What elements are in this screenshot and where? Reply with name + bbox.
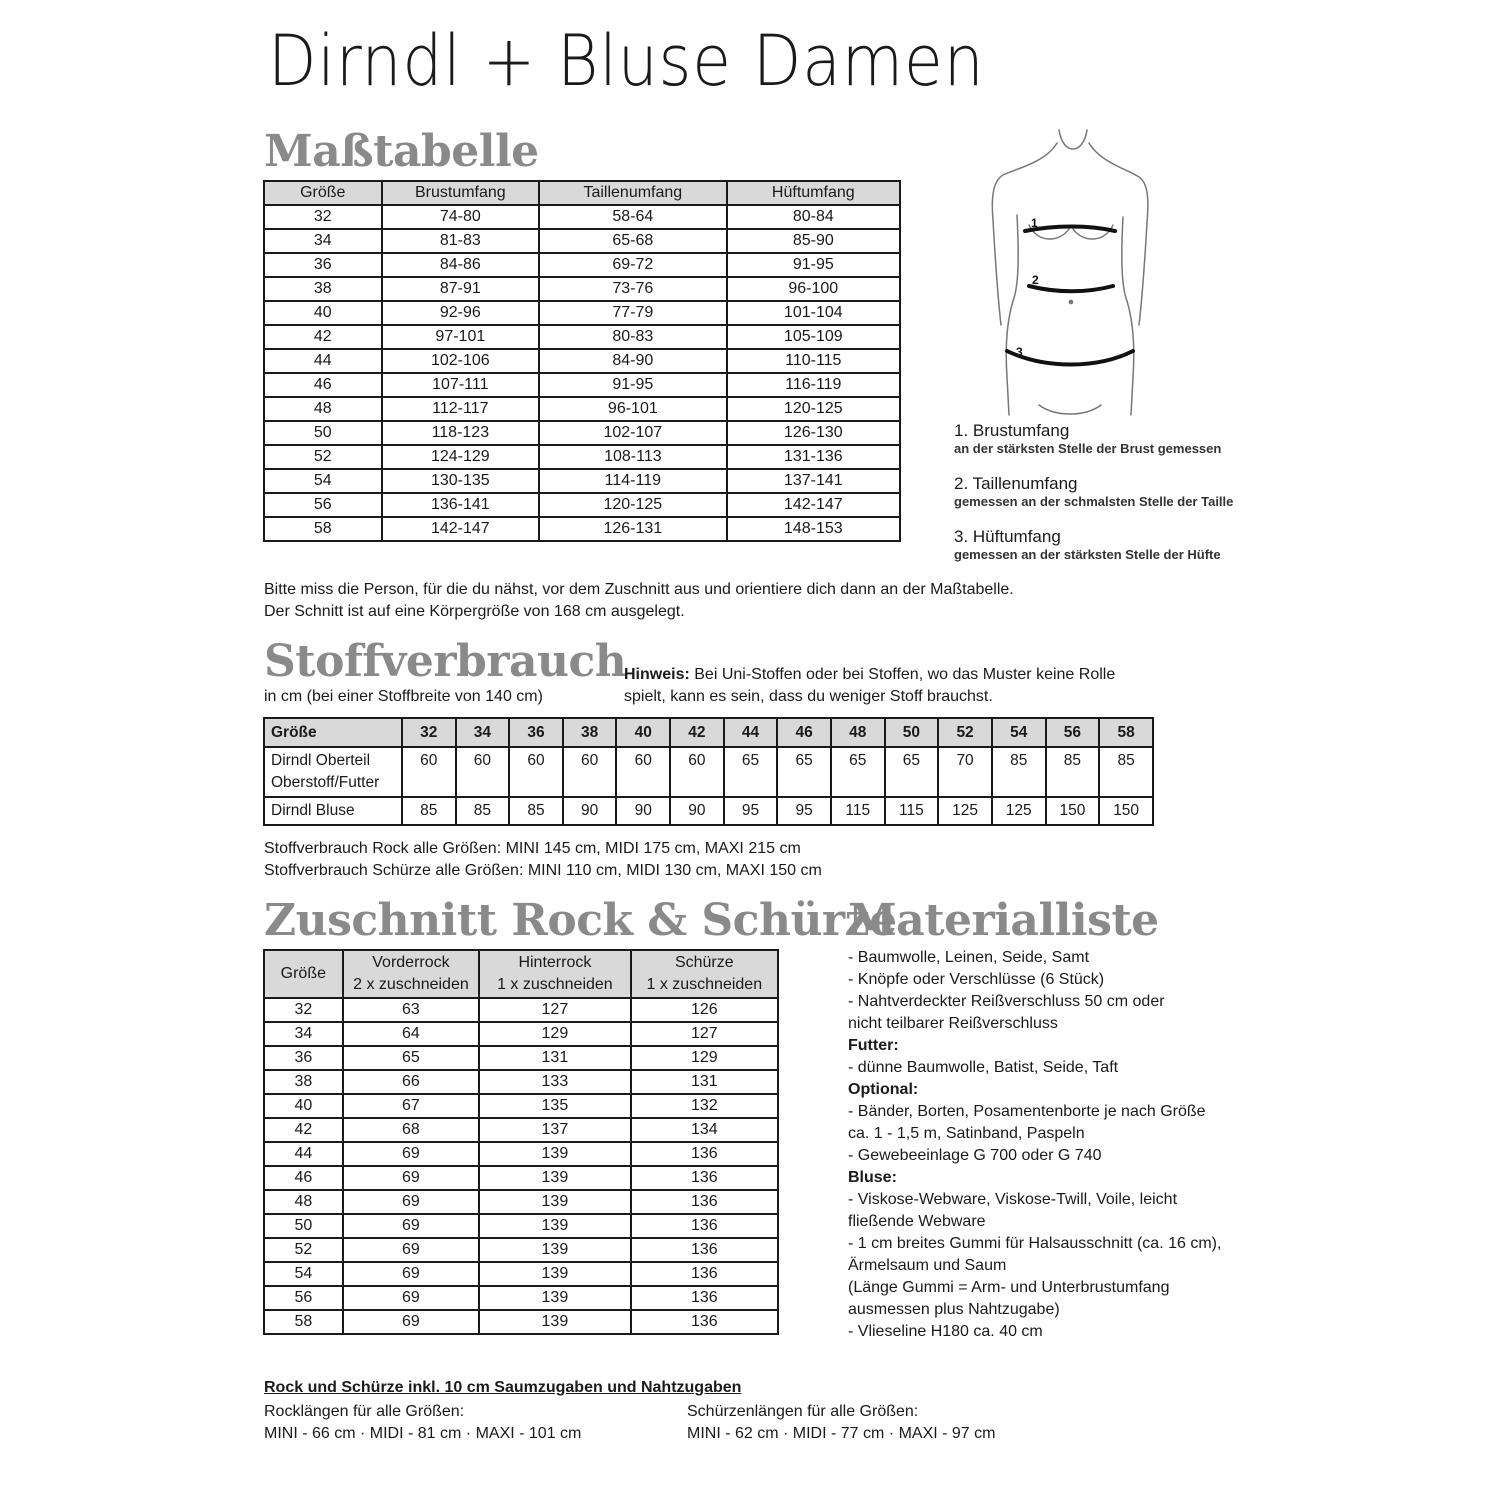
table-cell: 118-123	[382, 421, 540, 445]
table-row	[264, 1190, 778, 1214]
material-line: ausmessen plus Nahtzugabe)	[848, 1301, 1060, 1318]
legend-title: 2. Taillenumfang	[954, 474, 1078, 493]
table-row	[264, 421, 900, 445]
table-row	[264, 1070, 778, 1094]
table-cell: 102-106	[382, 349, 540, 373]
table-cell: 96-101	[539, 397, 726, 421]
table-cell: 115	[831, 797, 885, 825]
table-cell: 136	[631, 1142, 778, 1166]
header-cell: Taillenumfang	[539, 181, 726, 205]
table-row	[264, 1286, 778, 1310]
table-row	[264, 517, 900, 541]
table-cell: 69	[343, 1214, 480, 1238]
legend-title: 1. Brustumfang	[954, 421, 1070, 440]
legend-title: 3. Hüftumfang	[954, 527, 1061, 546]
rock-lengths-values: MINI - 66 cm · MIDI - 81 cm · MAXI - 101 cm	[264, 1425, 582, 1442]
table-cell: 50	[264, 1214, 343, 1238]
table-cell: 69	[343, 1286, 480, 1310]
table-cell: 38	[264, 1070, 343, 1094]
header-cell: 44	[724, 718, 778, 747]
table-row	[264, 1046, 778, 1070]
header-cell: 32	[402, 718, 456, 747]
material-line: nicht teilbarer Reißverschluss	[848, 1015, 1058, 1032]
table-cell: 85	[509, 797, 563, 825]
table-cell: 66	[343, 1070, 480, 1094]
table-cell: 125	[938, 797, 992, 825]
material-line: Futter:	[848, 1037, 899, 1054]
table-cell: 58	[264, 517, 382, 541]
table-row	[264, 229, 900, 253]
table-cell: 85	[402, 797, 456, 825]
header-cell: 34	[456, 718, 510, 747]
table-cell: 132	[631, 1094, 778, 1118]
table-cell: 60	[402, 747, 456, 797]
table-cell: 136	[631, 1166, 778, 1190]
table-cell: 52	[264, 1238, 343, 1262]
table-cell: 68	[343, 1118, 480, 1142]
table-cell: 60	[509, 747, 563, 797]
header-cell: 54	[992, 718, 1046, 747]
table-cell: 69	[343, 1238, 480, 1262]
table-cell: 69	[343, 1190, 480, 1214]
table-cell: 137-141	[727, 469, 900, 493]
table-cell: 85	[1046, 747, 1100, 797]
table-cell: 139	[479, 1214, 630, 1238]
header-cell: Größe	[264, 718, 402, 747]
masstabelle-heading: Maßtabelle	[264, 126, 539, 177]
table-cell: 69-72	[539, 253, 726, 277]
material-line: (Länge Gummi = Arm- und Unterbrustumfang	[848, 1279, 1170, 1296]
table-cell: 102-107	[539, 421, 726, 445]
table-cell: 139	[479, 1238, 630, 1262]
table-row	[264, 998, 778, 1022]
legend-item	[954, 473, 1233, 510]
table-cell: 91-95	[727, 253, 900, 277]
table-cell: 97-101	[382, 325, 540, 349]
material-line: Bluse:	[848, 1169, 897, 1186]
header-cell: 46	[777, 718, 831, 747]
material-line: ca. 1 - 1,5 m, Satinband, Paspeln	[848, 1125, 1085, 1142]
table-cell: 65-68	[539, 229, 726, 253]
table-cell: 150	[1099, 797, 1153, 825]
table-cell: 60	[670, 747, 724, 797]
table-cell: 126	[631, 998, 778, 1022]
table-cell: 34	[264, 1022, 343, 1046]
header-cell	[264, 950, 343, 998]
table-cell: 34	[264, 229, 382, 253]
table-cell: 133	[479, 1070, 630, 1094]
header-line-2: 1 x zuschneiden	[497, 976, 613, 993]
rock-lengths-title: Rocklängen für alle Größen:	[264, 1403, 465, 1420]
table-cell: 126-131	[539, 517, 726, 541]
table-row	[264, 205, 900, 229]
table-cell: 126-130	[727, 421, 900, 445]
stoffverbrauch-schuerze-line: Stoffverbrauch Schürze alle Größen: MINI 110 cm, MIDI 130 cm, MAXI 150 cm	[264, 862, 822, 879]
table-cell: 84-86	[382, 253, 540, 277]
table-cell: 125	[992, 797, 1046, 825]
header-line-1: Größe	[280, 965, 326, 982]
row-label-line-1: Dirndl Oberteil	[271, 752, 371, 769]
header-cell: Brustumfang	[382, 181, 540, 205]
figure-marker-3: 3	[1016, 345, 1023, 359]
table-cell: 136	[631, 1286, 778, 1310]
masstabelle-table	[263, 180, 901, 542]
table-cell: 36	[264, 253, 382, 277]
table-cell: 129	[479, 1022, 630, 1046]
stoffverbrauch-heading: Stoffverbrauch	[264, 636, 627, 687]
header-line-1: Vorderrock	[372, 954, 450, 971]
stoffverbrauch-table	[263, 717, 1154, 826]
table-cell: 58	[264, 1310, 343, 1334]
table-cell: 81-83	[382, 229, 540, 253]
table-cell: 136	[631, 1262, 778, 1286]
table-cell: 65	[343, 1046, 480, 1070]
table-cell: 80-83	[539, 325, 726, 349]
legend-item	[954, 420, 1233, 457]
hint-line-2: spielt, kann es sein, dass du weniger Stoff brauchst.	[624, 688, 993, 705]
schuerze-lengths-title: Schürzenlängen für alle Größen:	[687, 1403, 919, 1420]
hint-text: Bei Uni-Stoffen oder bei Stoffen, wo das Muster keine Rolle	[689, 666, 1116, 683]
table-cell: 134	[631, 1118, 778, 1142]
table-cell: 80-84	[727, 205, 900, 229]
table-cell: 90	[563, 797, 617, 825]
table-cell: 136	[631, 1310, 778, 1334]
table-cell: 46	[264, 1166, 343, 1190]
figure-marker-1: 1	[1031, 216, 1038, 230]
table-cell: 120-125	[727, 397, 900, 421]
header-cell: 56	[1046, 718, 1100, 747]
table-cell: 69	[343, 1142, 480, 1166]
table-cell: 44	[264, 349, 382, 373]
table-row	[264, 1118, 778, 1142]
hint-label: Hinweis:	[624, 666, 690, 683]
table-cell: 50	[264, 421, 382, 445]
table-cell: 108-113	[539, 445, 726, 469]
row-label-cell	[264, 747, 402, 797]
header-line-2: 2 x zuschneiden	[353, 976, 469, 993]
row-label-line-1: Dirndl Bluse	[271, 802, 355, 819]
table-cell: 42	[264, 1118, 343, 1142]
table-cell: 120-125	[539, 493, 726, 517]
header-cell: 42	[670, 718, 724, 747]
table-cell: 56	[264, 493, 382, 517]
table-cell: 127	[479, 998, 630, 1022]
table-cell: 69	[343, 1166, 480, 1190]
table-cell: 85	[456, 797, 510, 825]
zuschnitt-heading: Zuschnitt Rock & Schürze	[264, 895, 897, 946]
table-cell: 131	[479, 1046, 630, 1070]
table-cell: 142-147	[382, 517, 540, 541]
header-line-1: Schürze	[674, 954, 734, 971]
table-cell: 96-100	[727, 277, 900, 301]
table-cell: 127	[631, 1022, 778, 1046]
header-cell: 38	[563, 718, 617, 747]
header-cell	[631, 950, 778, 998]
table-cell: 139	[479, 1286, 630, 1310]
table-cell: 112-117	[382, 397, 540, 421]
material-line: Ärmelsaum und Saum	[848, 1257, 1007, 1274]
table-row	[264, 349, 900, 373]
header-cell	[343, 950, 480, 998]
table-row	[264, 445, 900, 469]
table-row	[264, 253, 900, 277]
material-line: - Gewebeeinlage G 700 oder G 740	[848, 1147, 1102, 1164]
table-cell: 136	[631, 1238, 778, 1262]
table-cell: 139	[479, 1190, 630, 1214]
header-cell: 50	[885, 718, 939, 747]
masstabelle-note-1: Bitte miss die Person, für die du nähst, vor dem Zuschnitt aus und orientiere dich dann an der Maßtabelle.	[264, 581, 1014, 598]
table-cell: 150	[1046, 797, 1100, 825]
stoffverbrauch-rock-line: Stoffverbrauch Rock alle Größen: MINI 145 cm, MIDI 175 cm, MAXI 215 cm	[264, 840, 801, 857]
table-cell: 44	[264, 1142, 343, 1166]
table-header-row	[264, 181, 900, 205]
table-cell: 48	[264, 1190, 343, 1214]
measure-legend	[954, 420, 1233, 563]
table-cell: 124-129	[382, 445, 540, 469]
table-cell: 77-79	[539, 301, 726, 325]
table-row	[264, 325, 900, 349]
table-row	[264, 493, 900, 517]
table-cell: 65	[885, 747, 939, 797]
table-cell: 136	[631, 1190, 778, 1214]
table-cell: 46	[264, 373, 382, 397]
header-cell: 52	[938, 718, 992, 747]
table-row	[264, 1310, 778, 1334]
row-label-cell	[264, 797, 402, 825]
zuschnitt-note: Rock und Schürze inkl. 10 cm Saumzugaben und Nahtzugaben	[264, 1379, 742, 1396]
table-cell: 107-111	[382, 373, 540, 397]
figure-marker-2: 2	[1032, 273, 1039, 287]
table-cell: 65	[831, 747, 885, 797]
table-cell: 95	[724, 797, 778, 825]
table-cell: 60	[456, 747, 510, 797]
header-cell: 58	[1099, 718, 1153, 747]
table-cell: 40	[264, 301, 382, 325]
table-cell: 65	[724, 747, 778, 797]
row-label-line-2: Oberstoff/Futter	[271, 774, 380, 791]
table-cell: 63	[343, 998, 480, 1022]
table-cell: 64	[343, 1022, 480, 1046]
table-row	[264, 1094, 778, 1118]
table-cell: 139	[479, 1310, 630, 1334]
table-row	[264, 747, 1153, 797]
table-row	[264, 1238, 778, 1262]
header-cell: 36	[509, 718, 563, 747]
table-cell: 70	[938, 747, 992, 797]
table-cell: 60	[616, 747, 670, 797]
table-row	[264, 373, 900, 397]
schuerze-lengths-values: MINI - 62 cm · MIDI - 77 cm · MAXI - 97 cm	[687, 1425, 996, 1442]
table-row	[264, 1214, 778, 1238]
table-row	[264, 1142, 778, 1166]
table-cell: 36	[264, 1046, 343, 1070]
table-row	[264, 1262, 778, 1286]
table-row	[264, 301, 900, 325]
material-line: - 1 cm breites Gummi für Halsausschnitt (ca. 16 cm),	[848, 1235, 1222, 1252]
table-row	[264, 1166, 778, 1190]
table-row	[264, 797, 1153, 825]
table-cell: 84-90	[539, 349, 726, 373]
header-line-2: 1 x zuschneiden	[646, 976, 763, 993]
header-cell: Größe	[264, 181, 382, 205]
table-header-row	[264, 950, 778, 998]
table-cell: 56	[264, 1286, 343, 1310]
table-cell: 38	[264, 277, 382, 301]
table-cell: 73-76	[539, 277, 726, 301]
stoffverbrauch-subheading: in cm (bei einer Stoffbreite von 140 cm)	[264, 688, 543, 705]
table-cell: 42	[264, 325, 382, 349]
material-line: - Nahtverdeckter Reißverschluss 50 cm oder	[848, 993, 1165, 1010]
table-cell: 95	[777, 797, 831, 825]
legend-item	[954, 526, 1233, 563]
table-cell: 90	[670, 797, 724, 825]
table-cell: 67	[343, 1094, 480, 1118]
body-figure-illustration	[985, 125, 1155, 420]
material-line: - Bänder, Borten, Posamentenborte je nach Größe	[848, 1103, 1206, 1120]
table-cell: 110-115	[727, 349, 900, 373]
legend-subtitle: gemessen an der schmalsten Stelle der Taille	[954, 494, 1234, 509]
table-row	[264, 277, 900, 301]
bust-measure-line	[1025, 227, 1115, 232]
header-cell	[479, 950, 630, 998]
table-cell: 65	[777, 747, 831, 797]
table-cell: 148-153	[727, 517, 900, 541]
table-cell: 85	[1099, 747, 1153, 797]
material-line: - Baumwolle, Leinen, Seide, Samt	[848, 949, 1090, 966]
table-cell: 92-96	[382, 301, 540, 325]
table-cell: 87-91	[382, 277, 540, 301]
table-cell: 115	[885, 797, 939, 825]
hint-line-1	[624, 664, 1115, 686]
table-cell: 54	[264, 469, 382, 493]
table-cell: 129	[631, 1046, 778, 1070]
legend-subtitle: an der stärksten Stelle der Brust gemessen	[954, 441, 1222, 456]
table-cell: 137	[479, 1118, 630, 1142]
table-cell: 139	[479, 1142, 630, 1166]
table-cell: 139	[479, 1262, 630, 1286]
table-cell: 135	[479, 1094, 630, 1118]
table-cell: 101-104	[727, 301, 900, 325]
table-cell: 54	[264, 1262, 343, 1286]
header-cell: Hüftumfang	[727, 181, 900, 205]
table-header-row	[264, 718, 1153, 747]
material-line: - Knöpfe oder Verschlüsse (6 Stück)	[848, 971, 1105, 988]
table-cell: 131	[631, 1070, 778, 1094]
table-cell: 142-147	[727, 493, 900, 517]
table-cell: 58-64	[539, 205, 726, 229]
table-cell: 69	[343, 1310, 480, 1334]
table-cell: 114-119	[539, 469, 726, 493]
table-row	[264, 1022, 778, 1046]
zuschnitt-table	[263, 949, 779, 1335]
table-cell: 136-141	[382, 493, 540, 517]
table-cell: 91-95	[539, 373, 726, 397]
table-cell: 74-80	[382, 205, 540, 229]
table-row	[264, 397, 900, 421]
material-line: - dünne Baumwolle, Batist, Seide, Taft	[848, 1059, 1119, 1076]
table-cell: 139	[479, 1166, 630, 1190]
masstabelle-note-2: Der Schnitt ist auf eine Körpergröße von 168 cm ausgelegt.	[264, 603, 685, 620]
materialliste-list	[848, 947, 1221, 1343]
table-cell: 130-135	[382, 469, 540, 493]
table-cell: 85	[992, 747, 1046, 797]
table-cell: 48	[264, 397, 382, 421]
table-cell: 136	[631, 1214, 778, 1238]
table-cell: 40	[264, 1094, 343, 1118]
table-cell: 32	[264, 205, 382, 229]
table-cell: 116-119	[727, 373, 900, 397]
table-cell: 85-90	[727, 229, 900, 253]
table-cell: 32	[264, 998, 343, 1022]
material-line: Optional:	[848, 1081, 919, 1098]
hip-measure-line	[1007, 351, 1133, 365]
header-cell: 40	[616, 718, 670, 747]
page-title: Dirndl + Bluse Damen	[268, 20, 985, 102]
header-line-1: Hinterrock	[518, 954, 592, 971]
table-cell: 105-109	[727, 325, 900, 349]
table-cell: 69	[343, 1262, 480, 1286]
waist-measure-line	[1029, 286, 1113, 291]
material-line: fließende Webware	[848, 1213, 986, 1230]
table-cell: 60	[563, 747, 617, 797]
materialliste-heading: Materialliste	[848, 895, 1159, 946]
legend-subtitle: gemessen an der stärksten Stelle der Hüfte	[954, 547, 1221, 562]
table-row	[264, 469, 900, 493]
table-cell: 52	[264, 445, 382, 469]
table-cell: 90	[616, 797, 670, 825]
header-cell: 48	[831, 718, 885, 747]
material-line: - Viskose-Webware, Viskose-Twill, Voile, leicht	[848, 1191, 1178, 1208]
material-line: - Vlieseline H180 ca. 40 cm	[848, 1323, 1043, 1340]
table-cell: 131-136	[727, 445, 900, 469]
